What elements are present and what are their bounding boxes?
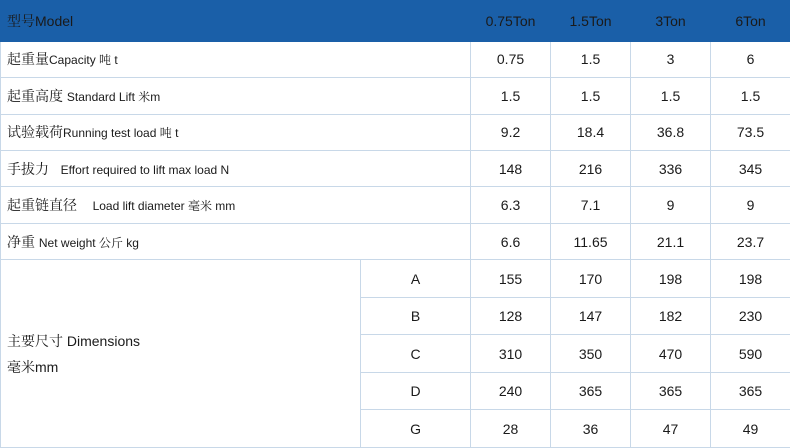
- cell-value: 11.65: [551, 223, 631, 259]
- row-label-cn: 起重高度: [7, 87, 63, 104]
- cell-value: 9.2: [471, 114, 551, 150]
- cell-value: 1.5: [711, 78, 790, 114]
- dimension-key: B: [361, 297, 471, 335]
- row-label-cn: 起重链直径: [7, 197, 77, 214]
- header-model-label: 型号Model: [1, 1, 471, 42]
- cell-value: 230: [711, 297, 790, 335]
- cell-value: 365: [711, 372, 790, 410]
- row-label-running-test-load: [1, 114, 471, 150]
- cell-value: 73.5: [711, 114, 790, 150]
- row-label-en: Capacity 吨 t: [49, 53, 118, 68]
- table-row: [1, 260, 790, 298]
- cell-value: 590: [711, 335, 790, 373]
- table-row: [1, 223, 790, 259]
- cell-value: 1.5: [551, 78, 631, 114]
- dimension-key: D: [361, 372, 471, 410]
- cell-value: 9: [711, 187, 790, 223]
- dimensions-label: [1, 260, 361, 448]
- table-row: [1, 187, 790, 223]
- row-label-capacity: [1, 41, 471, 77]
- cell-value: 128: [471, 297, 551, 335]
- cell-value: 47: [631, 410, 711, 448]
- cell-value: 36.8: [631, 114, 711, 150]
- cell-value: 3: [631, 41, 711, 77]
- cell-value: 182: [631, 297, 711, 335]
- dimension-key: A: [361, 260, 471, 298]
- cell-value: 147: [551, 297, 631, 335]
- header-col-0: 0.75Ton: [471, 1, 551, 42]
- row-label-en: Net weight 公斤 kg: [38, 235, 139, 250]
- cell-value: 6.3: [471, 187, 551, 223]
- dimensions-label-line2: 毫米mm: [7, 358, 59, 375]
- row-label-standard-lift: [1, 78, 471, 114]
- row-label-en: Standard Lift 米m: [66, 89, 161, 104]
- cell-value: 470: [631, 335, 711, 373]
- cell-value: 198: [631, 260, 711, 298]
- table-row: [1, 41, 790, 77]
- table-header-row: [1, 1, 790, 42]
- cell-value: 23.7: [711, 223, 790, 259]
- dimensions-label-line1: 主要尺寸 Dimensions: [7, 332, 141, 349]
- cell-value: 216: [551, 150, 631, 186]
- table-row: [1, 78, 790, 114]
- cell-value: 49: [711, 410, 790, 448]
- cell-value: 365: [631, 372, 711, 410]
- cell-value: 155: [471, 260, 551, 298]
- row-label-en: Running test load 吨 t: [63, 126, 179, 141]
- table-row: [1, 150, 790, 186]
- cell-value: 345: [711, 150, 790, 186]
- row-label-en: Load lift diameter 毫米 mm: [92, 199, 236, 214]
- row-label-effort-required: [1, 150, 471, 186]
- dimension-key: C: [361, 335, 471, 373]
- row-label-cn: 起重量: [7, 51, 49, 68]
- cell-value: 240: [471, 372, 551, 410]
- cell-value: 1.5: [551, 41, 631, 77]
- cell-value: 36: [551, 410, 631, 448]
- cell-value: 6.6: [471, 223, 551, 259]
- row-label-cn: 手拔力: [7, 160, 49, 177]
- cell-value: 350: [551, 335, 631, 373]
- cell-value: 148: [471, 150, 551, 186]
- cell-value: 170: [551, 260, 631, 298]
- row-label-net-weight: [1, 223, 471, 259]
- row-label-en: Effort required to lift max load N: [60, 162, 230, 177]
- header-col-3: 6Ton: [711, 1, 790, 42]
- row-label-cn: 试验载荷: [7, 124, 63, 141]
- cell-value: 18.4: [551, 114, 631, 150]
- dimension-key: G: [361, 410, 471, 448]
- row-label-load-lift-diameter: [1, 187, 471, 223]
- cell-value: 21.1: [631, 223, 711, 259]
- cell-value: 336: [631, 150, 711, 186]
- row-label-cn: 净重: [7, 233, 35, 250]
- table-row: [1, 114, 790, 150]
- cell-value: 310: [471, 335, 551, 373]
- header-col-2: 3Ton: [631, 1, 711, 42]
- cell-value: 6: [711, 41, 790, 77]
- cell-value: 198: [711, 260, 790, 298]
- cell-value: 28: [471, 410, 551, 448]
- cell-value: 1.5: [471, 78, 551, 114]
- cell-value: 0.75: [471, 41, 551, 77]
- cell-value: 1.5: [631, 78, 711, 114]
- cell-value: 365: [551, 372, 631, 410]
- cell-value: 9: [631, 187, 711, 223]
- cell-value: 7.1: [551, 187, 631, 223]
- header-col-1: 1.5Ton: [551, 1, 631, 42]
